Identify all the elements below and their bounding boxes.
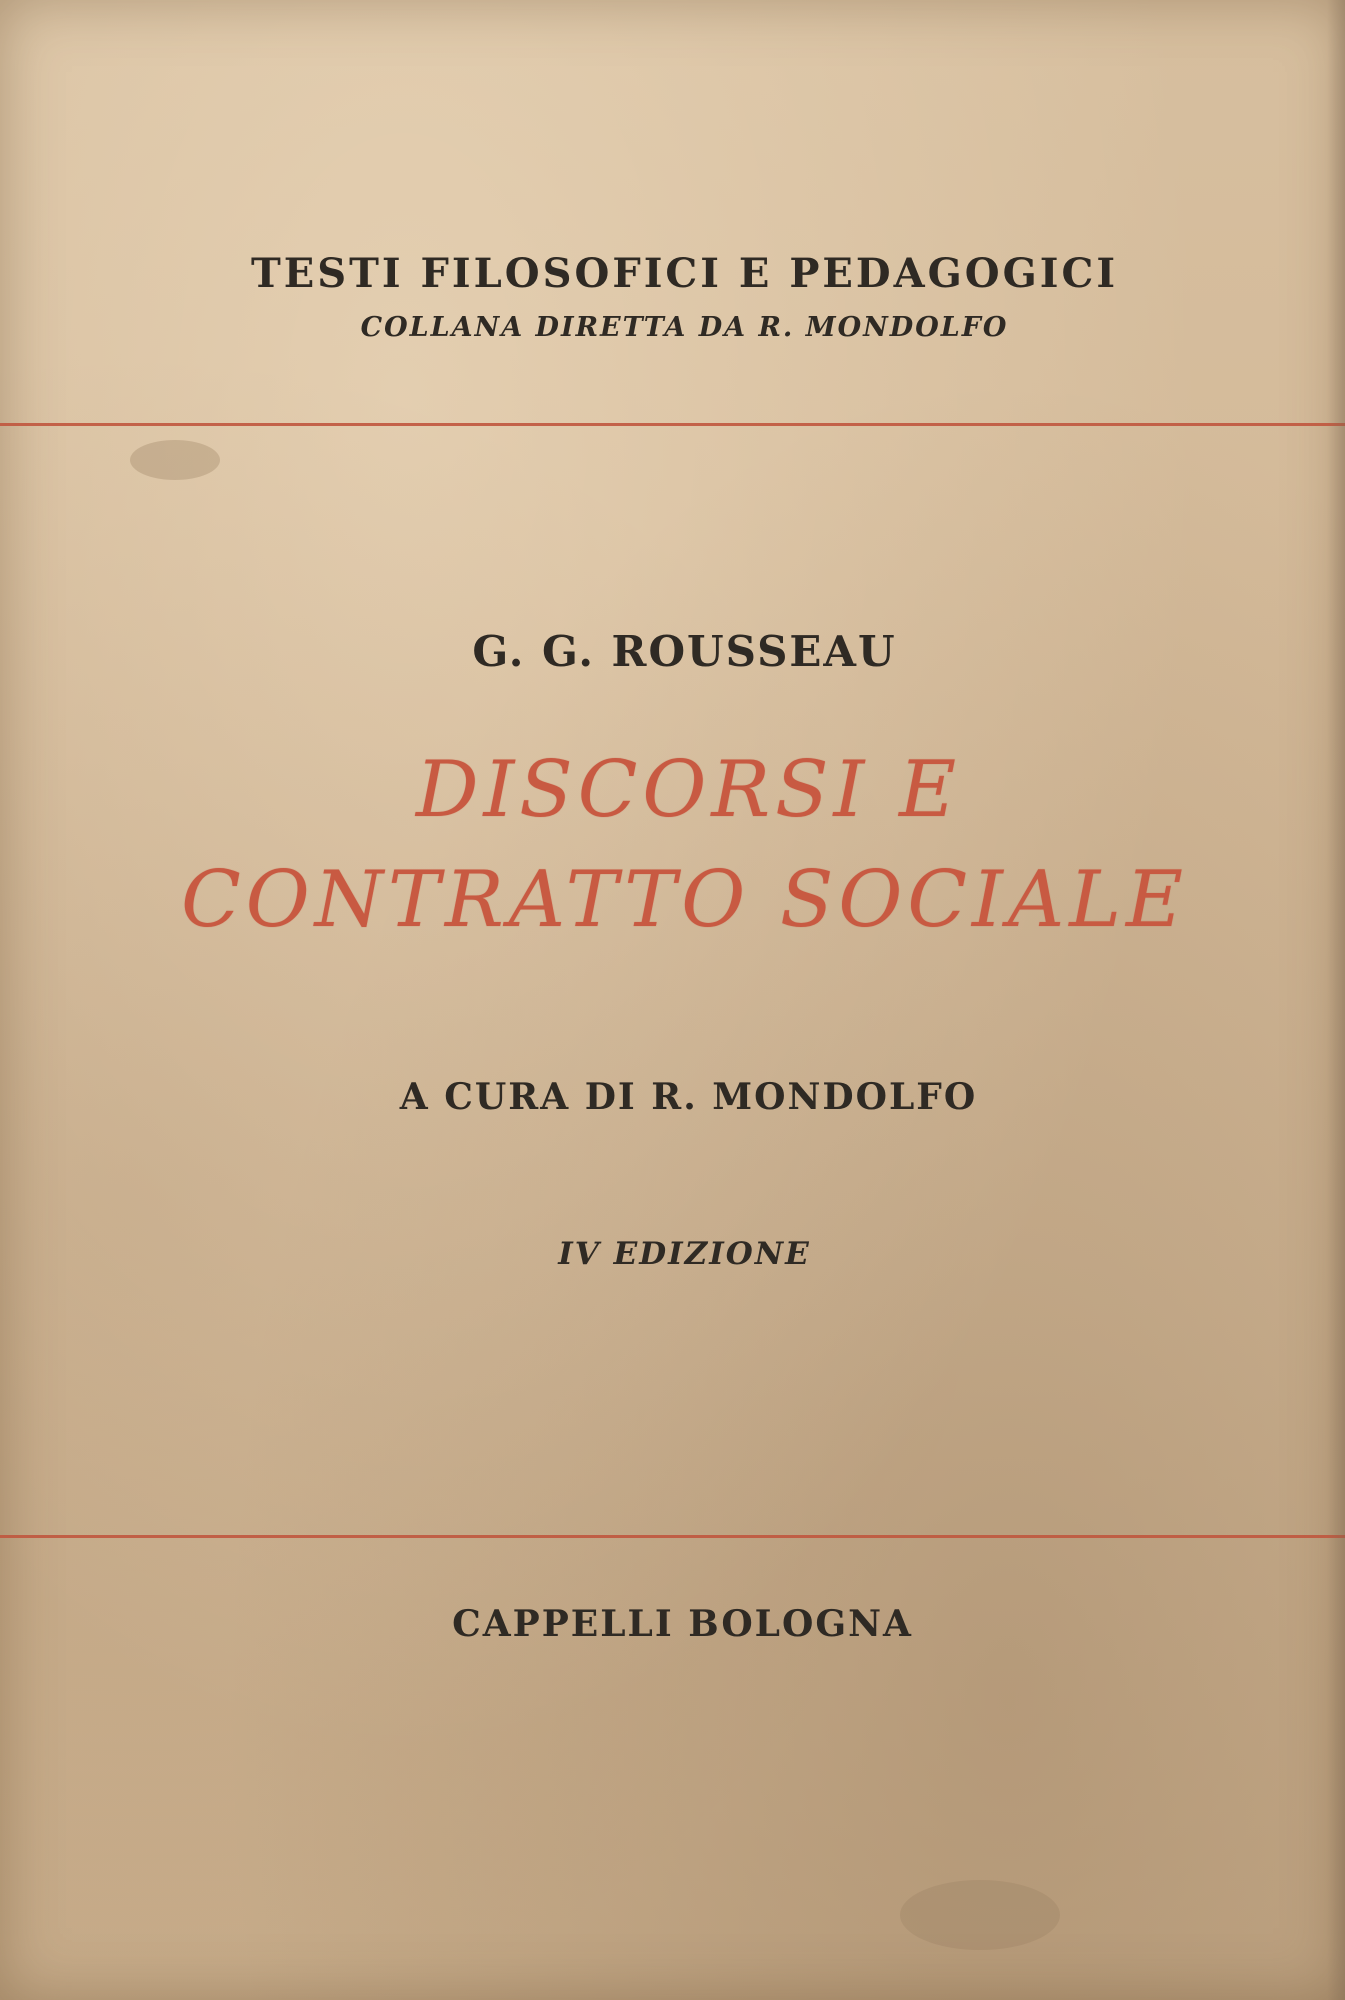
paper-stain [130, 440, 220, 480]
series-title: TESTI FILOSOFICI E PEDAGOGICI [250, 250, 1119, 297]
publisher: CAPPELLI BOLOGNA [452, 1603, 913, 1645]
bottom-divider [0, 1535, 1345, 1538]
top-divider [0, 423, 1345, 426]
paper-stain [900, 1880, 1060, 1950]
curator: A CURA DI R. MONDOLFO [399, 1076, 978, 1118]
author-name: G. G. ROUSSEAU [472, 627, 897, 676]
book-title-line-1: DISCORSI E [415, 745, 962, 835]
edition: IV EDIZIONE [558, 1236, 811, 1272]
series-editor: COLLANA DIRETTA DA R. MONDOLFO [360, 312, 1009, 343]
cover-edge-shadow [1327, 0, 1345, 2000]
book-title-line-2: CONTRATTO SOCIALE [181, 855, 1188, 945]
